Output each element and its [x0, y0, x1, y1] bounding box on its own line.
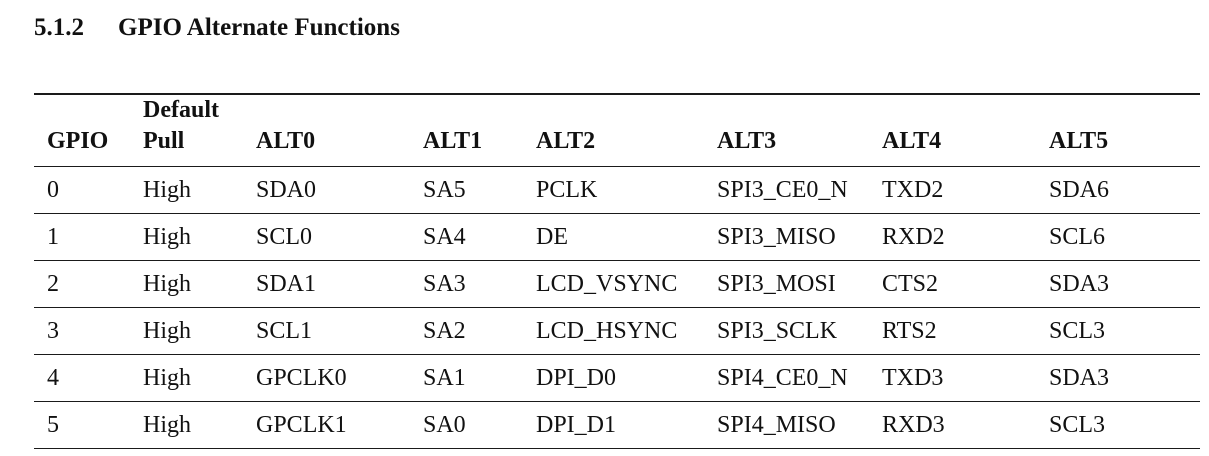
cell-alt0: SDA0: [256, 176, 317, 203]
cell-alt2: DE: [536, 223, 568, 250]
cell-alt3: SPI4_CE0_N: [717, 364, 848, 391]
cell-default-pull: High: [143, 270, 191, 297]
cell-gpio: 1: [47, 223, 59, 250]
table-body: [34, 167, 1200, 449]
header-alt3: ALT3: [717, 128, 777, 154]
gpio-alternate-functions-table: [34, 93, 1200, 449]
header-alt4: ALT4: [882, 128, 942, 154]
cell-alt0: GPCLK0: [256, 364, 347, 391]
cell-default-pull: High: [143, 364, 191, 391]
cell-alt2: LCD_VSYNC: [536, 270, 678, 297]
cell-default-pull: High: [143, 176, 191, 203]
header-alt1: ALT1: [423, 128, 483, 154]
header-gpio: GPIO: [47, 128, 109, 154]
cell-alt0: SCL1: [256, 317, 313, 344]
cell-alt3: SPI3_SCLK: [717, 317, 838, 344]
cell-gpio: 2: [47, 270, 59, 297]
header-alt5: ALT5: [1049, 128, 1109, 154]
cell-alt4: RTS2: [882, 317, 937, 344]
cell-alt5: SDA6: [1049, 176, 1110, 203]
cell-alt0: GPCLK1: [256, 411, 347, 438]
cell-alt3: SPI3_MISO: [717, 223, 836, 250]
cell-alt2: DPI_D0: [536, 364, 617, 391]
header-default-pull-line2: Pull: [143, 128, 185, 154]
header-default-pull-line1: Default: [143, 97, 219, 123]
cell-gpio: 4: [47, 364, 59, 391]
cell-alt1: SA5: [423, 176, 466, 203]
cell-alt3: SPI3_MOSI: [717, 270, 836, 297]
cell-alt5: SCL3: [1049, 317, 1106, 344]
cell-alt1: SA2: [423, 317, 466, 344]
cell-alt1: SA3: [423, 270, 466, 297]
table-row: [34, 355, 1200, 402]
cell-alt4: TXD3: [882, 364, 944, 391]
cell-alt4: CTS2: [882, 270, 939, 297]
table-row: [34, 308, 1200, 355]
cell-alt4: TXD2: [882, 176, 944, 203]
cell-alt1: SA4: [423, 223, 466, 250]
cell-alt5: SCL6: [1049, 223, 1106, 250]
cell-default-pull: High: [143, 317, 191, 344]
cell-alt1: SA1: [423, 364, 466, 391]
cell-alt3: SPI4_MISO: [717, 411, 836, 438]
table-header-row: [34, 94, 1200, 167]
cell-gpio: 5: [47, 411, 59, 438]
table-row: [34, 261, 1200, 308]
table-row: [34, 167, 1200, 214]
cell-alt1: SA0: [423, 411, 466, 438]
table-row: [34, 214, 1200, 261]
cell-alt0: SCL0: [256, 223, 313, 250]
cell-alt4: RXD3: [882, 411, 945, 438]
cell-alt2: PCLK: [536, 176, 598, 203]
cell-gpio: 3: [47, 317, 59, 344]
cell-alt3: SPI3_CE0_N: [717, 176, 848, 203]
cell-alt5: SDA3: [1049, 364, 1110, 391]
section-number: 5.1.2: [34, 14, 84, 41]
cell-alt5: SCL3: [1049, 411, 1106, 438]
cell-alt0: SDA1: [256, 270, 317, 297]
cell-default-pull: High: [143, 223, 191, 250]
cell-gpio: 0: [47, 176, 59, 203]
cell-alt4: RXD2: [882, 223, 945, 250]
cell-default-pull: High: [143, 411, 191, 438]
header-default-pull: [130, 94, 243, 167]
table-header: [34, 94, 1200, 167]
section-heading: [34, 14, 400, 42]
section-title: GPIO Alternate Functions: [118, 14, 400, 41]
header-alt2: ALT2: [536, 128, 596, 154]
header-alt0: ALT0: [256, 128, 316, 154]
cell-alt2: LCD_HSYNC: [536, 317, 678, 344]
cell-alt5: SDA3: [1049, 270, 1110, 297]
table-row: [34, 402, 1200, 449]
cell-alt2: DPI_D1: [536, 411, 617, 438]
